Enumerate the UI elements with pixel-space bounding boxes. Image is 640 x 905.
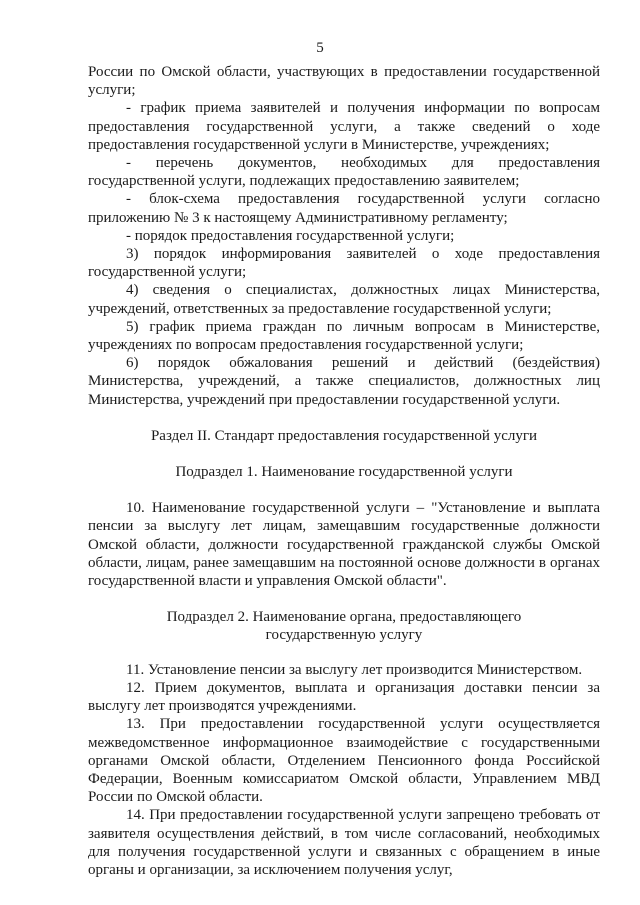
paragraph-13: 13. При предоставлении государственной услуги осуществляется межведомственное информационное взаимодействие с государственными органами Омской области, Отделением Пенсионного фонда Российской Федерации, Военным комиссариатом Омской области, Управлением МВД России по Омской области. — [88, 716, 600, 806]
page-number: 5 — [316, 40, 324, 56]
list-item: 4) сведения о специалистах, должностных лицах Министерства, учреждений, ответственных за предоставление государственной услуги; — [88, 282, 600, 317]
paragraph-10: 10. Наименование государственной услуги – "Установление и выплата пенсии за выслугу лет лицам, замещавшим государственные должности Омской области, должности государственной гражданской службы Омской области, лицам, ранее замещавшим на постоянной основе должности в органах государственной власти и управления Омской области". — [88, 500, 600, 590]
paragraph-11: 11. Установление пенсии за выслугу лет производится Министерством. — [126, 661, 583, 678]
list-item: - блок-схема предоставления государственной услуги согласно приложению № 3 к настоящему Административному регламенту; — [88, 191, 600, 226]
paragraph-14: 14. При предоставлении государственной услуги запрещено требовать от заявителя осуществления действий, в том числе согласований, необходимых для получения государственной услуги и связанных с обращением в иные органы и организации, за исключением получения услуг, — [88, 807, 600, 878]
list-item: - перечень документов, необходимых для предоставления государственной услуги, подлежащих предоставлению заявителем; — [88, 155, 600, 190]
intro-continuation: России по Омской области, участвующих в предоставлении государственной услуги; — [88, 64, 600, 99]
list-item: - порядок предоставления государственной услуги; — [126, 227, 455, 244]
list-item: - график приема заявителей и получения информации по вопросам предоставления государственной услуги, а также сведений о ходе предоставления государственной услуги в Министерстве, учреждениях; — [88, 100, 600, 153]
subsection-heading-continuation: государственную услугу — [265, 627, 423, 644]
list-item: 6) порядок обжалования решений и действий (бездействия) Министерства, учреждений, а также специалистов, должностных лиц Министерства, учреждений при предоставлении государственной услуги. — [88, 355, 600, 408]
document-body — [88, 63, 600, 879]
list-item: 5) график приема граждан по личным вопросам в Министерстве, учреждениях по вопросам предоставления государственной услуги; — [88, 318, 600, 354]
subsection-heading: Подраздел 2. Наименование органа, предоставляющего — [166, 609, 522, 626]
section-heading: Раздел II. Стандарт предоставления государственной услуги — [150, 427, 538, 444]
paragraph-12: 12. Прием документов, выплата и организация доставки пенсии за выслугу лет производятся учреждениями. — [88, 679, 600, 715]
list-item: 3) порядок информирования заявителей о ходе предоставления государственной услуги; — [88, 246, 600, 281]
subsection-heading: Подраздел 1. Наименование государственной услуги — [175, 464, 513, 481]
